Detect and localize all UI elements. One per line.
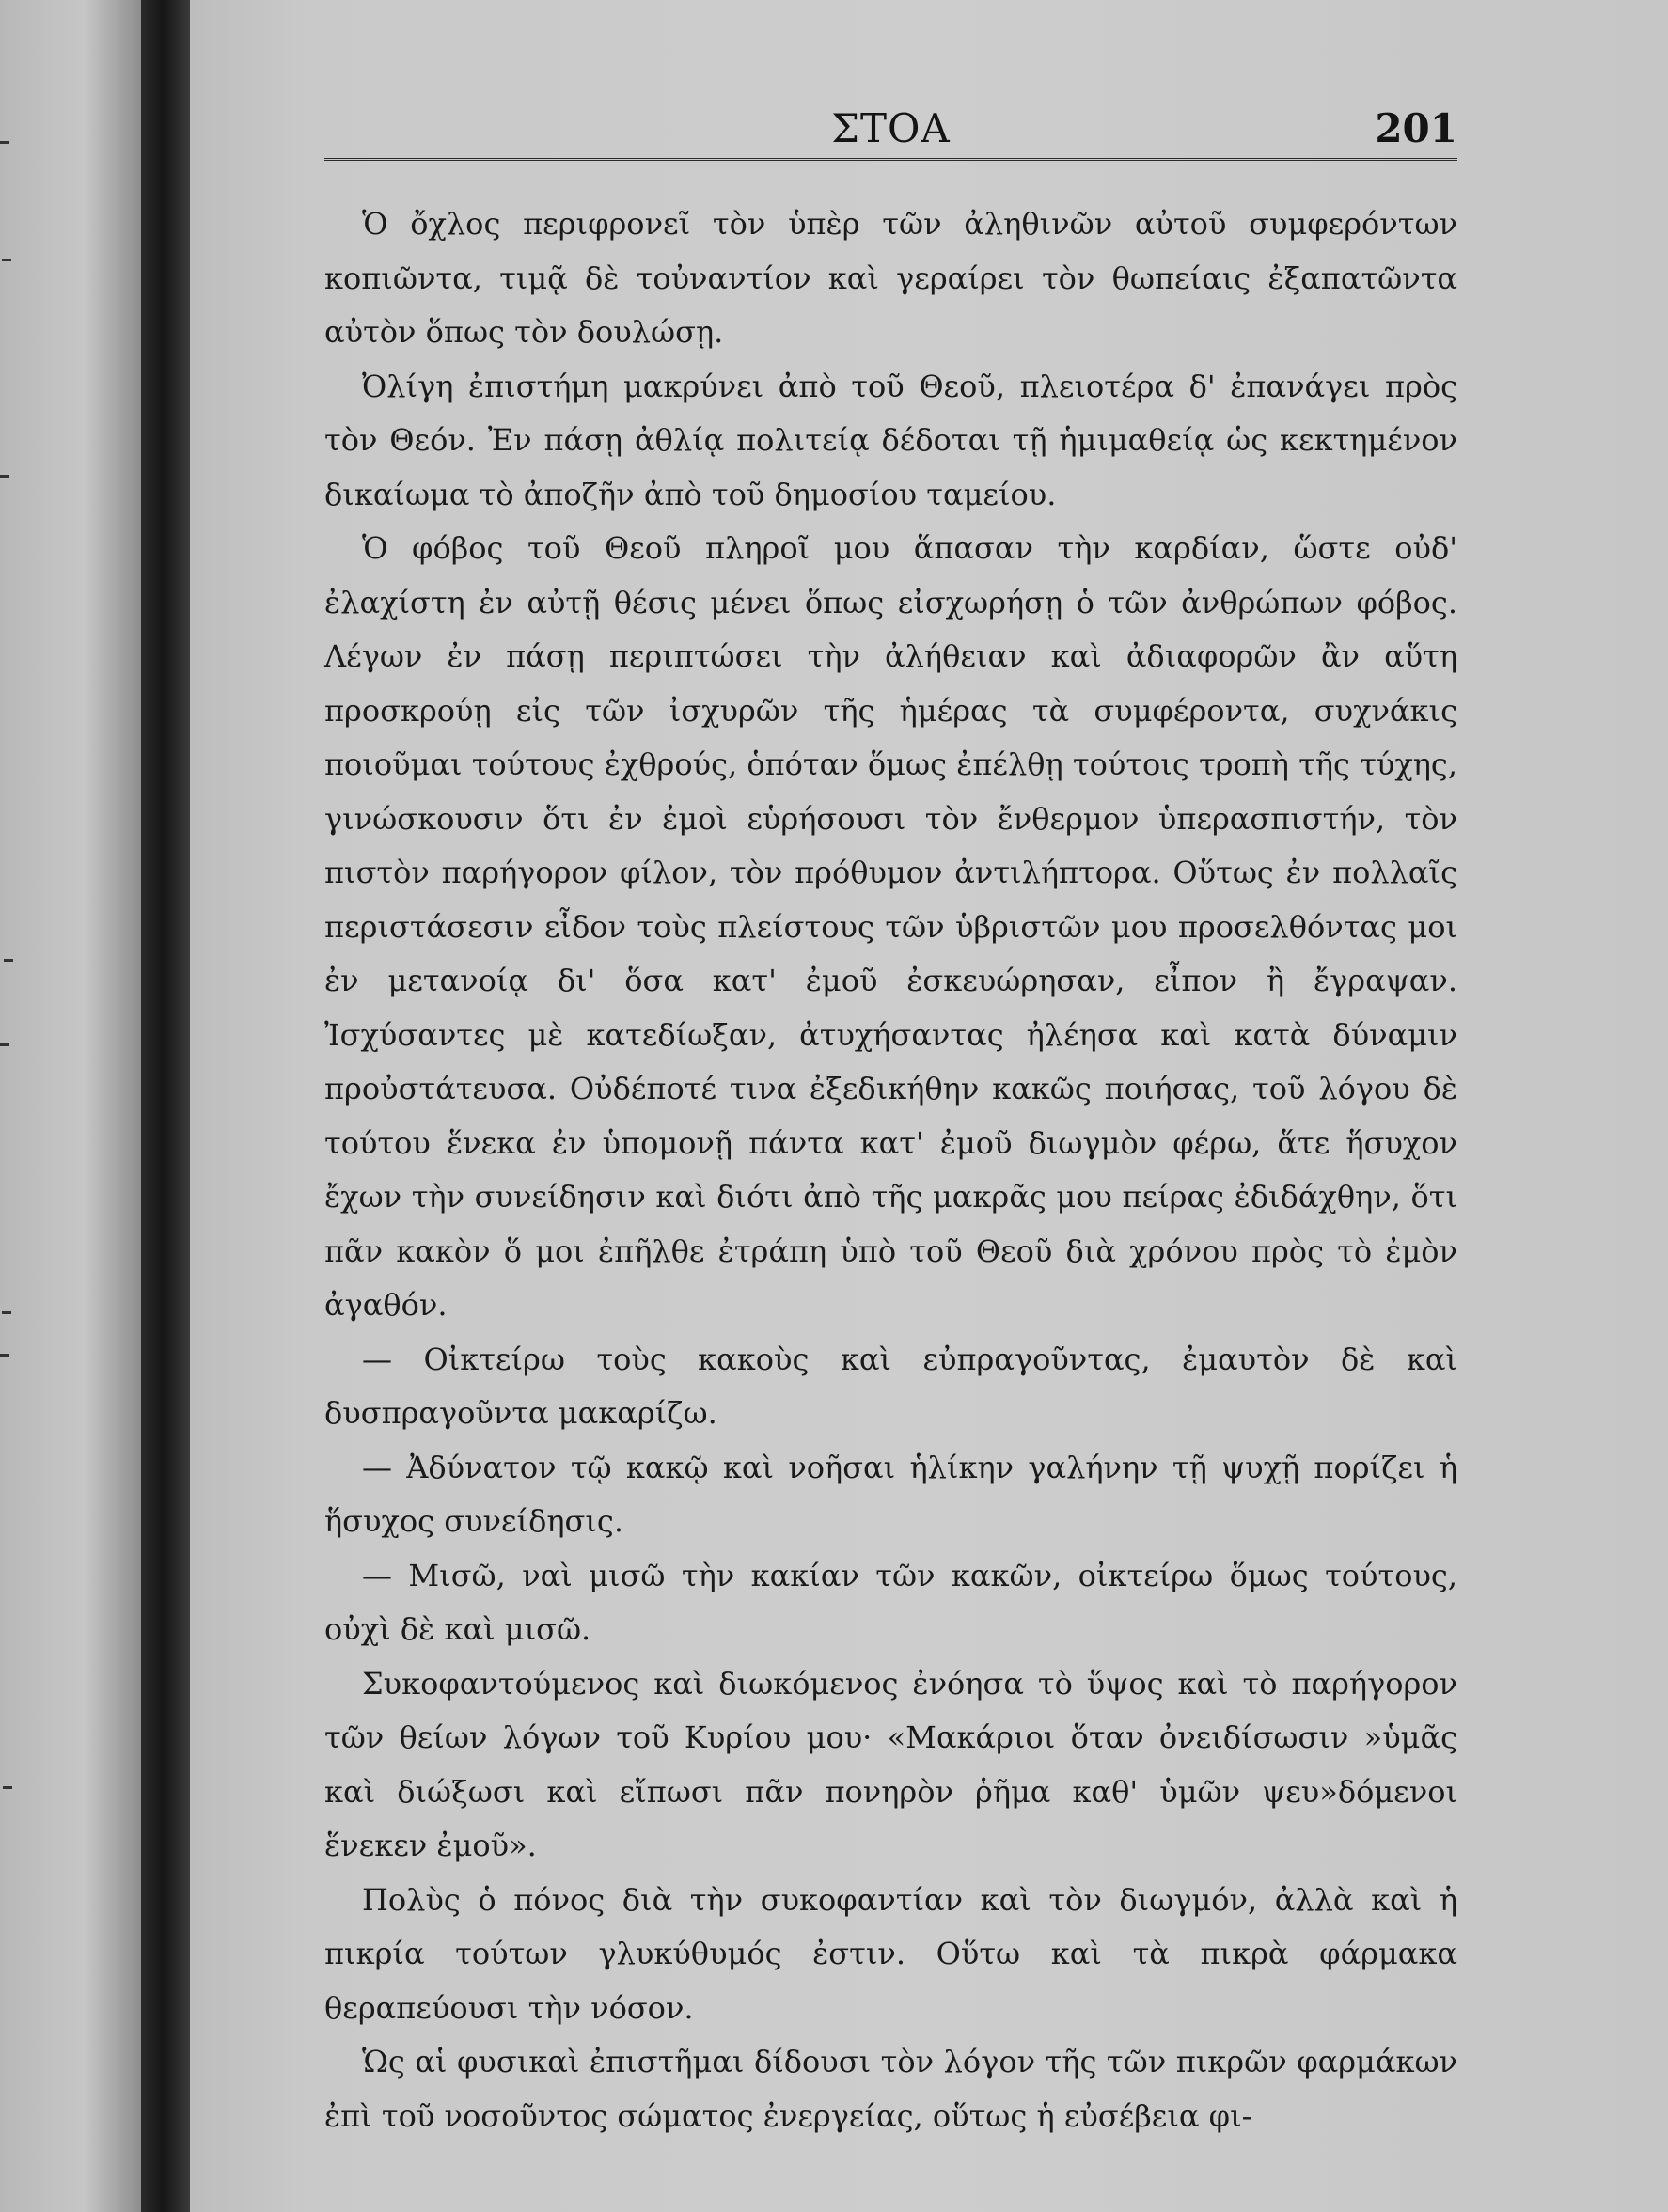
paragraph: Ὡς αἱ φυσικαὶ ἐπιστῆμαι δίδουσι τὸν λόγον τῆς τῶν πικρῶν φαρμάκων ἐπὶ τοῦ νοσοῦντος σώματος ἐνεργείας, οὕτως ἡ εὐσέβεια φι-: [324, 2044, 1457, 2134]
paragraph: — Ἀδύνατον τῷ κακῷ καὶ νοῆσαι ἡλίκην γαλήνην τῇ ψυχῇ πορίζει ἡ ἥσυχος συνείδησις.: [324, 1449, 1457, 1539]
paragraph: Συκοφαντούμενος καὶ διωκόμενος ἐνόησα τὸ ὕψος καὶ τὸ παρήγορον τῶν θείων λόγων τοῦ Κυρίου μου· «Μακάριοι ὅταν ὀνειδίσωσιν »ὑμᾶς καὶ διώξωσι καὶ εἴπωσι πᾶν πονηρὸν ῥῆμα καθ' ὑμῶν ψευ»δόμενοι ἕνεκεν ἐμοῦ».: [324, 1665, 1457, 1863]
page-number: 201: [1375, 105, 1457, 151]
body-text: [324, 197, 1457, 2143]
paragraph: Ὁ ὄχλος περιφρονεῖ τὸν ὑπὲρ τῶν ἀληθινῶν αὐτοῦ συμφερόντων κοπιῶντα, τιμᾷ δὲ τοὐναντίον καὶ γεραίρει τὸν θωπείαις ἐξαπατῶντα αὐτὸν ὅπως τὸν δουλώσῃ.: [324, 206, 1457, 350]
running-title: ΣΤΟΑ: [831, 105, 951, 151]
paragraph: — Οἰκτείρω τοὺς κακοὺς καὶ εὐπραγοῦντας, ἐμαυτὸν δὲ καὶ δυσπραγοῦντα μακαρίζω.: [324, 1341, 1457, 1431]
header-rule: [324, 158, 1457, 161]
paragraph: — Μισῶ, ναὶ μισῶ τὴν κακίαν τῶν κακῶν, οἰκτείρω ὅμως τούτους, οὐχὶ δὲ καὶ μισῶ.: [324, 1557, 1457, 1647]
paragraph: Ὀλίγη ἐπιστήμη μακρύνει ἀπὸ τοῦ Θεοῦ, πλειοτέρα δ' ἐπανάγει πρὸς τὸν Θεόν. Ἐν πάσῃ ἀθλίᾳ πολιτείᾳ δέδοται τῇ ἡμιμαθείᾳ ὡς κεκτημένον δικαίωμα τὸ ἀποζῆν ἀπὸ τοῦ δημοσίου ταμείου.: [324, 368, 1457, 512]
paragraph: Ὁ φόβος τοῦ Θεοῦ πληροῖ μου ἅπασαν τὴν καρδίαν, ὥστε οὐδ' ἐλαχίστη ἐν αὐτῇ θέσις μένει ὅπως εἰσχωρήσῃ ὁ τῶν ἀνθρώπων φόβος. Λέγων ἐν πάσῃ περιπτώσει τὴν ἀλήθειαν καὶ ἀδιαφορῶν ἂν αὕτη προσκρούῃ εἰς τῶν ἰσχυρῶν τῆς ἡμέρας τὰ συμφέροντα, συχνάκις ποιοῦμαι τούτους ἐχθρούς, ὁπόταν ὅμως ἐπέλθῃ τούτοις τροπὴ τῆς τύχης, γινώσκουσιν ὅτι ἐν ἐμοὶ εὑρήσουσι τὸν ἔνθερμον ὑπερασπιστήν, τὸν πιστὸν παρήγορον φίλον, τὸν πρόθυμον ἀντιλήπτορα. Οὕτως ἐν πολλαῖς περιστάσεσιν εἶδον τοὺς πλείστους τῶν ὑβριστῶν μου προσελθόντας μοι ἐν μετανοίᾳ δι' ὅσα κατ' ἐμοῦ ἐσκευώρησαν, εἶπον ἢ ἔγραψαν. Ἰσχύσαντες μὲ κατεδίωξαν, ἀτυχήσαντας ἠλέησα καὶ κατὰ δύναμιν προὐστάτευσα. Οὐδέποτέ τινα ἐξεδικήθην κακῶς ποιήσας, τοῦ λόγου δὲ τούτου ἕνεκα ἐν ὑπομονῇ πάντα κατ' ἐμοῦ διωγμὸν φέρω, ἅτε ἥσυχον ἔχων τὴν συνείδησιν καὶ διότι ἀπὸ τῆς μακρᾶς μου πείρας ἐδιδάχθην, ὅτι πᾶν κακὸν ὅ μοι ἐπῆλθε ἐτράπη ὑπὸ τοῦ Θεοῦ διὰ χρόνου πρὸς τὸ ἐμὸν ἀγαθόν.: [324, 530, 1457, 1323]
facing-page-edge: [0, 0, 141, 2212]
page-header: [324, 105, 1457, 158]
book-gutter: [141, 0, 190, 2212]
paragraph: Πολὺς ὁ πόνος διὰ τὴν συκοφαντίαν καὶ τὸν διωγμόν, ἀλλὰ καὶ ἡ πικρία τούτων γλυκύθυμός ἐστιν. Οὕτω καὶ τὰ πικρὰ φάρμακα θεραπεύουσι τὴν νόσον.: [324, 1881, 1457, 2026]
